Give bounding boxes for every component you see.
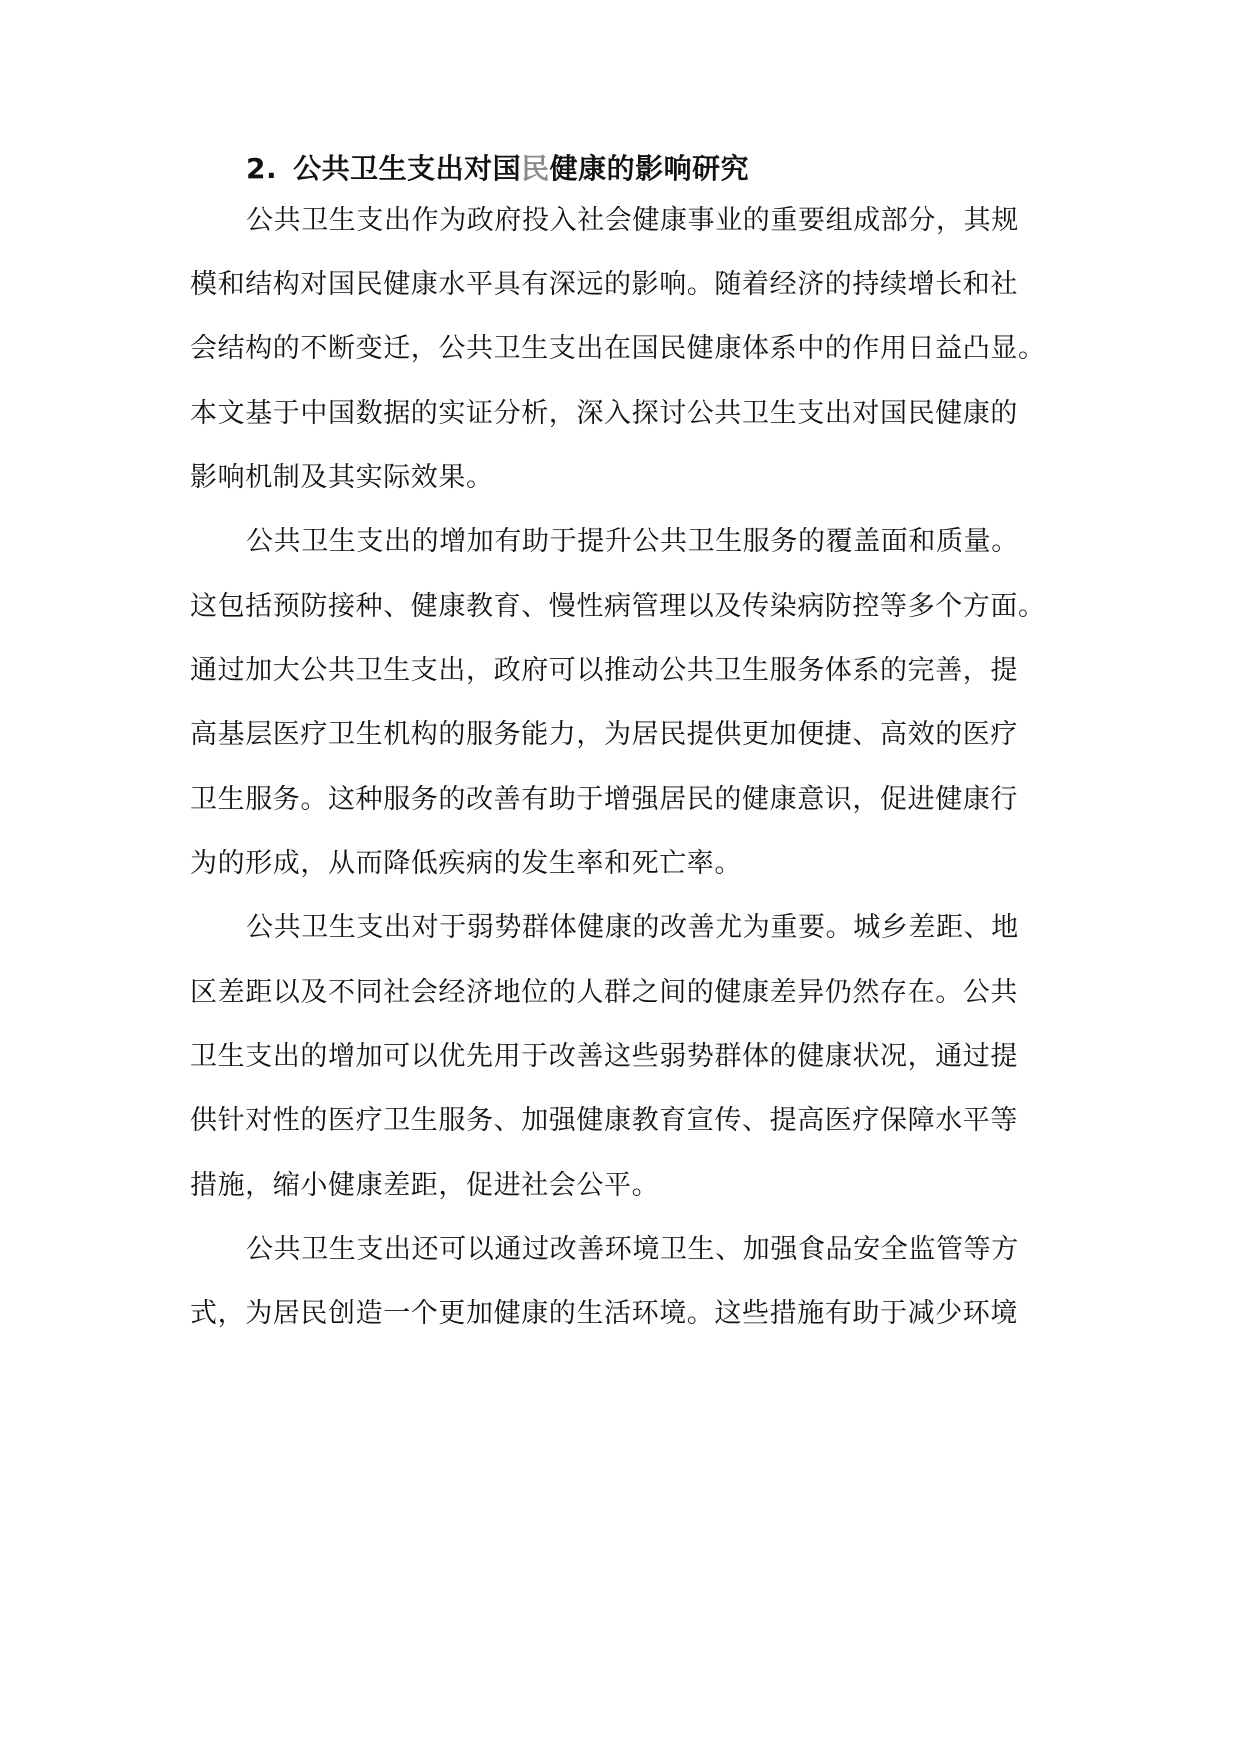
body-text-line: 影响机制及其实际效果。 (190, 462, 494, 493)
section-heading (246, 149, 749, 189)
body-text-line: 通过加大公共卫生支出，政府可以推动公共卫生服务体系的完善，提 (190, 655, 1018, 686)
body-text-line: 区差距以及不同社会经济地位的人群之间的健康差异仍然存在。公共 (190, 977, 1018, 1008)
body-text-line: 模和结构对国民健康水平具有深远的影响。随着经济的持续增长和社 (190, 269, 1018, 300)
heading-text-start: 公共卫生支出对国 (293, 152, 522, 185)
body-text-line: 公共卫生支出作为政府投入社会健康事业的重要组成部分，其规 (246, 205, 1019, 236)
body-text-line: 公共卫生支出还可以通过改善环境卫生、加强食品安全监管等方 (246, 1234, 1019, 1265)
body-text-line: 式，为居民创造一个更加健康的生活环境。这些措施有助于减少环境 (190, 1298, 1018, 1329)
body-text-line: 供针对性的医疗卫生服务、加强健康教育宣传、提高医疗保障水平等 (190, 1105, 1018, 1136)
body-text-line: 卫生服务。这种服务的改善有助于增强居民的健康意识，促进健康行 (190, 784, 1018, 815)
body-text-line: 公共卫生支出的增加有助于提升公共卫生服务的覆盖面和质量。 (246, 526, 1019, 557)
section-number: 2. (246, 152, 278, 185)
heading-text-accent: 民 (521, 152, 550, 185)
body-text-line: 为的形成，从而降低疾病的发生率和死亡率。 (190, 848, 742, 879)
body-text-line: 本文基于中国数据的实证分析，深入探讨公共卫生支出对国民健康的 (190, 398, 1018, 429)
body-text-line: 措施，缩小健康差距，促进社会公平。 (190, 1170, 660, 1201)
body-text-line: 这包括预防接种、健康教育、慢性病管理以及传染病防控等多个方面。 (190, 591, 1046, 622)
heading-text-end: 健康的影响研究 (549, 152, 750, 185)
body-text-line: 高基层医疗卫生机构的服务能力，为居民提供更加便捷、高效的医疗 (190, 719, 1018, 750)
body-text-line: 卫生支出的增加可以优先用于改善这些弱势群体的健康状况，通过提 (190, 1041, 1018, 1072)
body-text-line: 公共卫生支出对于弱势群体健康的改善尤为重要。城乡差距、地 (246, 912, 1019, 943)
body-text-line: 会结构的不断变迁，公共卫生支出在国民健康体系中的作用日益凸显。 (190, 333, 1046, 364)
